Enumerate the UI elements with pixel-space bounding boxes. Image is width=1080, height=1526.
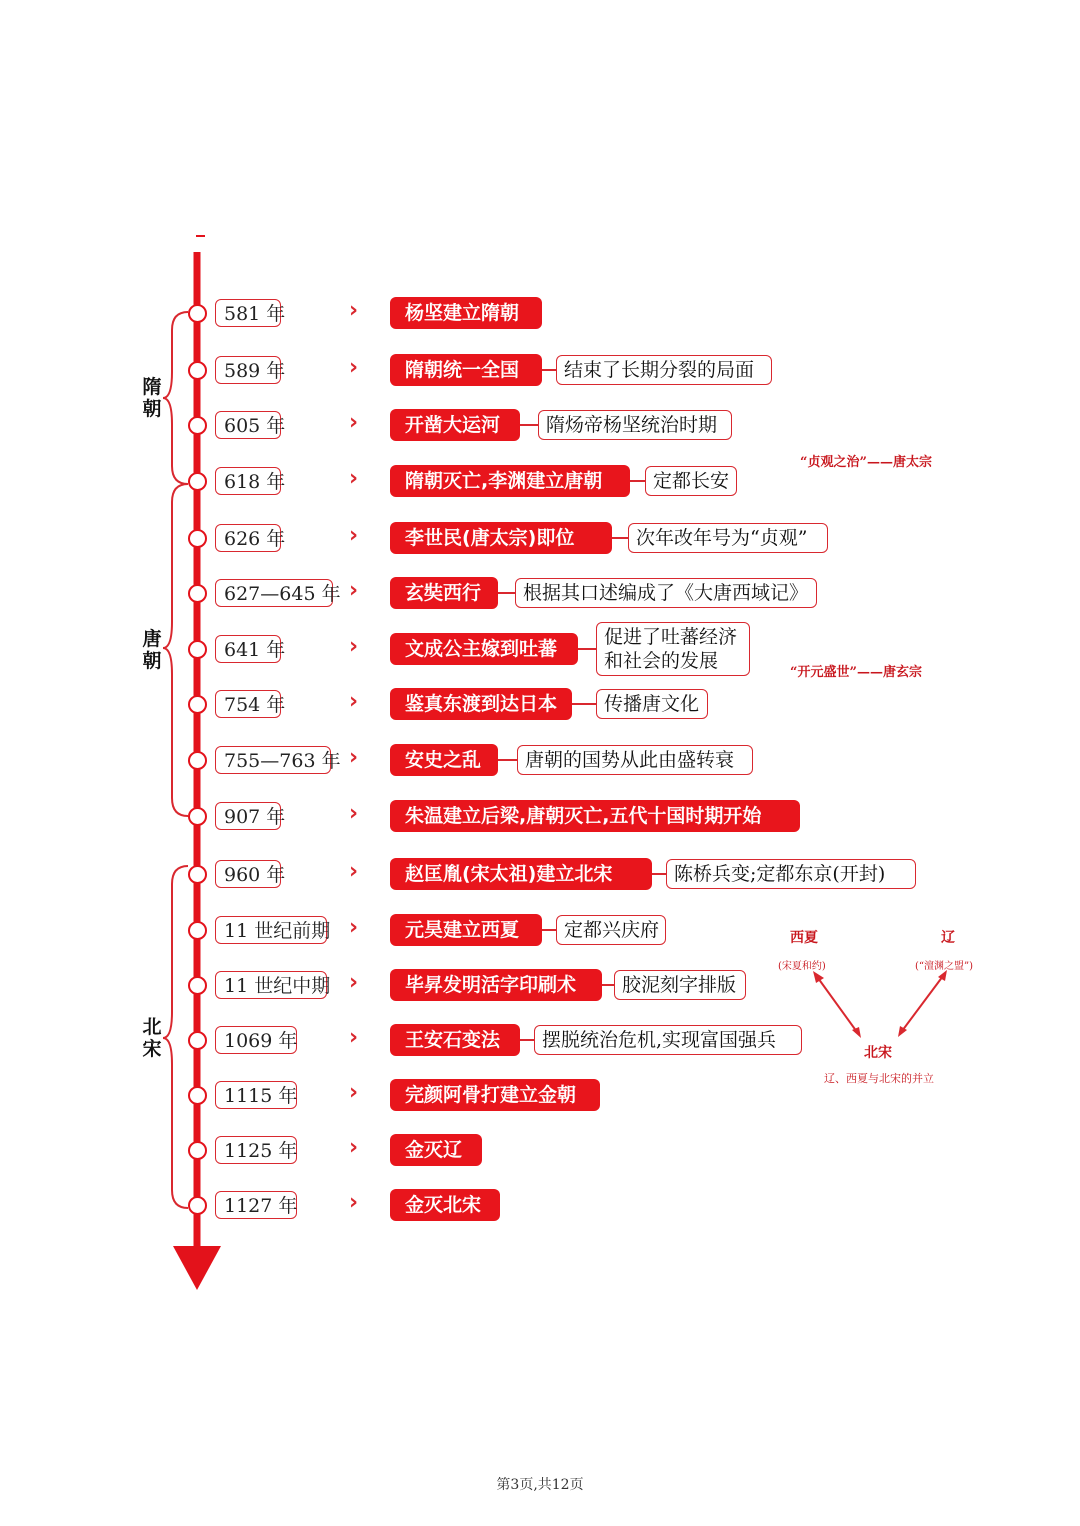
date-label: 1125 年: [215, 1136, 297, 1164]
chevron-right-icon: ›: [349, 466, 359, 491]
event-note: 次年改年号为“贞观”: [628, 523, 828, 553]
event-label: 玄奘西行: [390, 577, 498, 609]
event-note: 促进了吐蕃经济和社会的发展: [596, 622, 750, 676]
triangle-liao: 辽: [941, 930, 955, 946]
timeline-node: [188, 1086, 207, 1105]
chevron-right-icon: ›: [349, 970, 359, 995]
timeline-node: [188, 865, 207, 884]
chevron-right-icon: ›: [349, 1025, 359, 1050]
event-note: 定都长安: [645, 466, 737, 496]
arrow-liao-beisong: [902, 976, 943, 1031]
date-label: 11 世纪前期: [215, 916, 327, 944]
connector-line: [542, 929, 556, 931]
event-note: 唐朝的国势从此由盛转衰: [517, 745, 753, 775]
triangle-xixia: 西夏: [790, 930, 818, 946]
date-label: 618 年: [215, 467, 281, 495]
side-note-zhenguan: “贞观之治”——唐太宗: [800, 455, 932, 470]
connector-line: [520, 424, 538, 426]
brace-tang: [163, 484, 188, 816]
event-label: 李世民(唐太宗)即位: [390, 522, 612, 554]
date-label: 605 年: [215, 411, 281, 439]
date-label: 960 年: [215, 860, 281, 888]
side-note-kaiyuan: “开元盛世”——唐玄宗: [790, 665, 922, 680]
timeline-node: [188, 584, 207, 603]
event-note: 根据其口述编成了《大唐西域记》: [515, 578, 817, 608]
date-label: 641 年: [215, 635, 281, 663]
connector-line: [612, 537, 628, 539]
event-label: 元昊建立西夏: [390, 914, 542, 946]
connector-line: [602, 984, 614, 986]
date-label: 1069 年: [215, 1026, 297, 1054]
event-label: 文成公主嫁到吐蕃: [390, 633, 578, 665]
date-label: 754 年: [215, 690, 281, 718]
triangle-beisong: 北宋: [864, 1045, 892, 1061]
event-note: 摆脱统治危机,实现富国强兵: [534, 1025, 802, 1055]
chevron-right-icon: ›: [349, 745, 359, 770]
brace-sui: [163, 312, 188, 484]
triangle-xixia-sub: (宋夏和约): [778, 961, 826, 972]
event-label: 朱温建立后梁,唐朝灭亡,五代十国时期开始: [390, 800, 800, 832]
triangle-liao-sub: (“澶渊之盟”): [915, 961, 974, 972]
chevron-right-icon: ›: [349, 689, 359, 714]
chevron-right-icon: ›: [349, 410, 359, 435]
event-label: 鉴真东渡到达日本: [390, 688, 572, 720]
timeline-node: [188, 921, 207, 940]
axis-arrowhead: [173, 1246, 221, 1290]
event-note: 定都兴庆府: [556, 915, 666, 945]
event-note: 隋炀帝杨坚统治时期: [538, 410, 732, 440]
timeline-node: [188, 1031, 207, 1050]
arrowhead-xixia: [813, 971, 824, 983]
connector-line: [498, 592, 515, 594]
timeline-node: [188, 472, 207, 491]
date-label: 11 世纪中期: [215, 971, 327, 999]
timeline-node: [188, 1141, 207, 1160]
event-label: 安史之乱: [390, 744, 498, 776]
connector-line: [572, 703, 596, 705]
timeline-node: [188, 640, 207, 659]
event-note: 陈桥兵变;定都东京(开封): [666, 859, 916, 889]
timeline-node: [188, 807, 207, 826]
event-label: 隋朝统一全国: [390, 354, 542, 386]
triangle-caption: 辽、西夏与北宋的并立: [824, 1072, 934, 1085]
chevron-right-icon: ›: [349, 355, 359, 380]
date-label: 626 年: [215, 524, 281, 552]
timeline-node: [188, 361, 207, 380]
date-label: 589 年: [215, 356, 281, 384]
arrow-xixia-beisong: [818, 978, 857, 1032]
chevron-right-icon: ›: [349, 1135, 359, 1160]
era-tang: 唐朝: [142, 628, 162, 672]
connector-line: [542, 369, 556, 371]
chevron-right-icon: ›: [349, 801, 359, 826]
date-label: 755—763 年: [215, 746, 331, 774]
timeline-node: [188, 695, 207, 714]
timeline-node: [188, 304, 207, 323]
timeline-node: [188, 751, 207, 770]
connector-line: [630, 480, 645, 482]
chevron-right-icon: ›: [349, 1190, 359, 1215]
event-note: 结束了长期分裂的局面: [556, 355, 772, 385]
chevron-right-icon: ›: [349, 298, 359, 323]
event-label: 隋朝灭亡,李渊建立唐朝: [390, 465, 630, 497]
date-label: 581 年: [215, 299, 281, 327]
date-label: 627—645 年: [215, 579, 333, 607]
brace-beisong: [163, 866, 188, 1208]
connector-line: [578, 648, 596, 650]
timeline-node: [188, 1196, 207, 1215]
page-footer: 第3页,共12页: [496, 1477, 584, 1493]
event-note: 传播唐文化: [596, 689, 708, 719]
date-label: 907 年: [215, 802, 281, 830]
connector-line: [520, 1039, 534, 1041]
timeline-node: [188, 416, 207, 435]
connector-line: [652, 873, 666, 875]
event-label: 金灭北宋: [390, 1189, 500, 1221]
chevron-right-icon: ›: [349, 915, 359, 940]
connector-line: [498, 759, 517, 761]
event-label: 赵匡胤(宋太祖)建立北宋: [390, 858, 652, 890]
timeline-node: [188, 976, 207, 995]
era-sui: 隋朝: [142, 376, 162, 420]
event-label: 王安石变法: [390, 1024, 520, 1056]
era-beisong: 北宋: [142, 1016, 162, 1060]
event-label: 杨坚建立隋朝: [390, 297, 542, 329]
event-note: 胶泥刻字排版: [614, 970, 746, 1000]
chevron-right-icon: ›: [349, 523, 359, 548]
event-label: 金灭辽: [390, 1134, 482, 1166]
chevron-right-icon: ›: [349, 578, 359, 603]
timeline-node: [188, 529, 207, 548]
event-label: 开凿大运河: [390, 409, 520, 441]
date-label: 1115 年: [215, 1081, 297, 1109]
date-label: 1127 年: [215, 1191, 297, 1219]
chevron-right-icon: ›: [349, 634, 359, 659]
chevron-right-icon: ›: [349, 1080, 359, 1105]
event-label: 毕昇发明活字印刷术: [390, 969, 602, 1001]
event-label: 完颜阿骨打建立金朝: [390, 1079, 600, 1111]
chevron-right-icon: ›: [349, 859, 359, 884]
